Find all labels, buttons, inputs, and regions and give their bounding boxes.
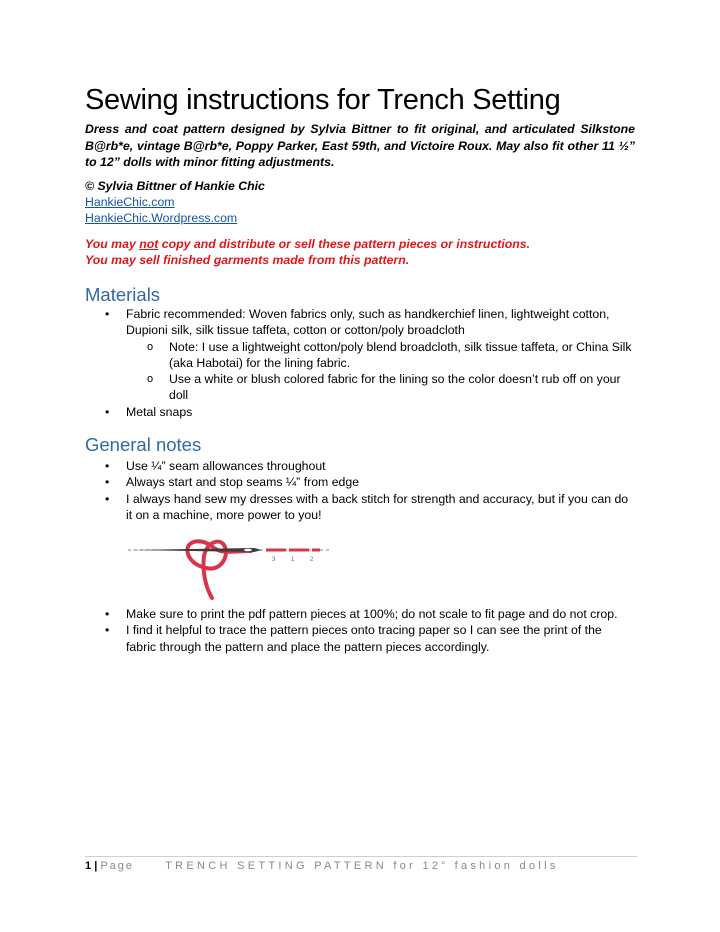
materials-list [85, 306, 635, 420]
list-item-text: I always hand sew my dresses with a back stitch for strength and accuracy, but if you can do it on a machine, more power to you! [126, 491, 629, 522]
list-item [85, 606, 635, 622]
warning-line-2: You may sell finished garments made from this pattern. [85, 253, 410, 267]
page-number: 1 [85, 860, 92, 872]
stitch-label-3: 3 [272, 557, 276, 563]
list-item-text: Make sure to print the pdf pattern pieces at 100%; do not scale to fit page and do not crop. [126, 607, 618, 621]
back-stitch-needle-illustration [126, 536, 336, 602]
copyright-line: © Sylvia Bittner of Hankie Chic [85, 179, 265, 193]
warning-emphasis: not [139, 237, 159, 251]
stitch-label-1: 1 [291, 557, 295, 563]
list-item-text: I find it helpful to trace the pattern pieces onto tracing paper so I can see the print of the fabric through the pattern and place the pattern pieces accordingly. [126, 623, 602, 654]
bullet-icon: • [105, 404, 110, 419]
link-hankiechic-wordpress[interactable]: HankieChic.Wordpress.com [85, 211, 238, 225]
sub-list-item [126, 371, 635, 404]
general-notes-list [85, 458, 635, 523]
list-item-text: Metal snaps [126, 404, 193, 419]
bullet-icon: • [105, 623, 110, 638]
sub-list-item [126, 339, 635, 372]
list-item [85, 306, 635, 404]
needle-eye [244, 549, 252, 552]
sub-list-item-text: Use a white or blush colored fabric for the lining so the color doesn’t rub off on your doll [169, 372, 621, 403]
bullet-icon: • [105, 607, 110, 621]
list-item [85, 474, 635, 490]
link-hankiechic[interactable]: HankieChic.com [85, 195, 175, 209]
footer-doc-title: TRENCH SETTING PATTERN for 12” fashion dolls [165, 860, 559, 872]
circle-bullet-icon: o [147, 373, 154, 386]
list-item-text: Fabric recommended: Woven fabrics only, such as handkerchief linen, lightweight cotton, Dupioni silk, silk tissue taffeta, cotton or cotton/poly broadcloth [126, 307, 610, 338]
list-item [85, 458, 635, 474]
bullet-icon: • [105, 491, 110, 506]
page-title: Sewing instructions for Trench Setting [85, 84, 561, 116]
warning-text: You may [85, 237, 140, 251]
bullet-icon: • [105, 475, 110, 490]
stitch-label-2: 2 [310, 557, 314, 563]
needle-icon [128, 548, 262, 552]
footer-separator: | [94, 860, 101, 872]
bullet-icon: • [105, 307, 110, 321]
intro-paragraph: Dress and coat pattern designed by Sylvia Bittner to fit original, and articulated Silkstone B@rb*e, vintage B@rb*e, Poppy Parker, East 59th, and Victoire Roux. May also fit other 11 ½” to 12” dolls with minor fitting adjustments. [85, 122, 635, 169]
list-item [85, 404, 635, 420]
page-word: Page [100, 860, 135, 872]
list-item-text: Always start and stop seams ¼” from edge [126, 475, 360, 490]
general-notes-list-continued [85, 606, 635, 655]
warning-text: copy and distribute or sell these pattern pieces or instructions. [158, 237, 531, 251]
bullet-icon: • [105, 459, 110, 473]
list-item [85, 622, 635, 655]
list-item-text: Use ¼” seam allowances throughout [126, 459, 326, 473]
materials-heading: Materials [85, 284, 161, 305]
list-item [85, 491, 635, 524]
page-footer [85, 856, 637, 872]
materials-sublist [126, 339, 635, 404]
sub-list-item-text: Note: I use a lightweight cotton/poly blend broadcloth, silk tissue taffeta, or China Silk (aka Habotai) for the lining fabric. [169, 339, 632, 370]
general-notes-heading: General notes [85, 434, 202, 455]
warning-line-1 [85, 237, 530, 251]
circle-bullet-icon: o [147, 340, 154, 353]
